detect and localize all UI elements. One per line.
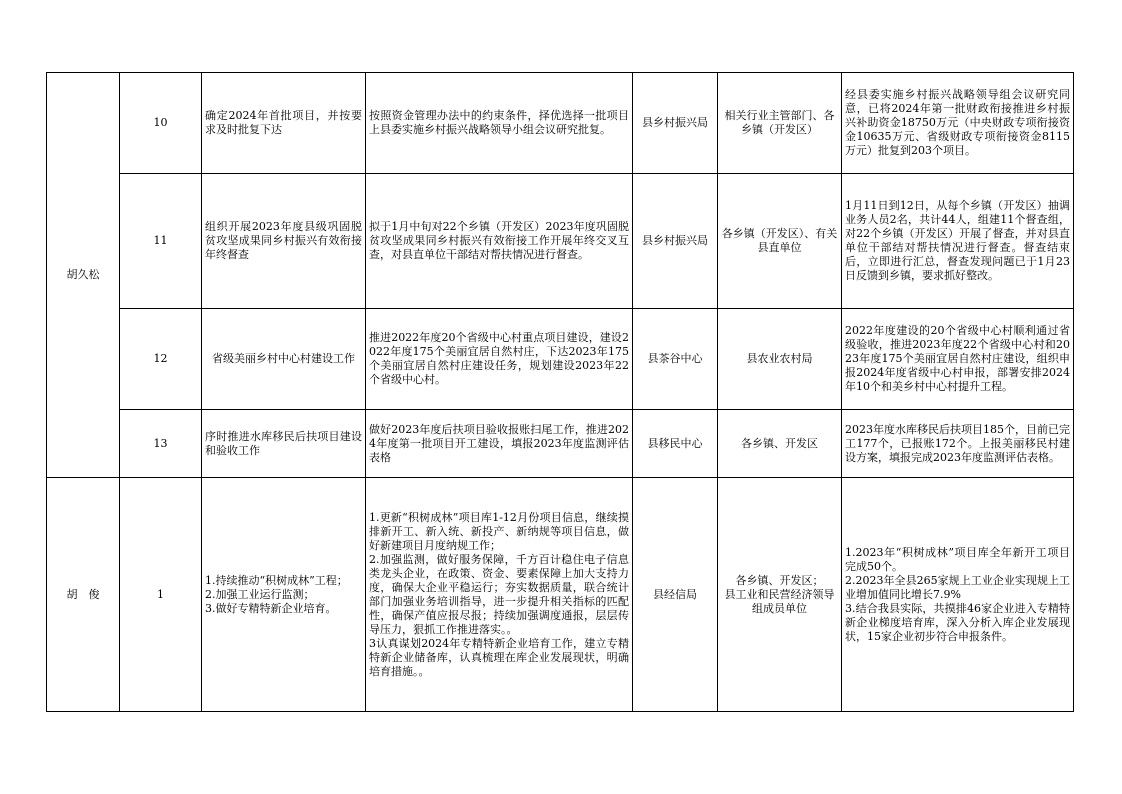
measures-cell: 1.更新“积树成林”项目库1-12月份项目信息，继续摸排新开工、新入统、新投产、新纳规等项目信息，做好新建项目月度纳规工作； 2.加强监测，做好服务保障，千方百计稳住电子信息类龙头企业，在政策、资金、要素保障上加大支持力度，确保大企业平稳运行；夯实数据质量，联合统计部门加强业务培训指导，进一步提升相关指标的匹配性，确保产值应报尽报；持续加强调度通报，层层传导压力，狠抓工作推进落实。。 3认真谋划2024年专精特新企业培育工作，建立专精特新企业储备库，认真梳理在库企业发展现状，明确培育措施。。 bbox=[366, 478, 633, 712]
cooperating-unit-cell: 各乡镇、开发区； 县工业和民营经济领导组成员单位 bbox=[718, 478, 842, 712]
table-row bbox=[47, 309, 1074, 410]
lead-unit-cell: 县经信局 bbox=[633, 478, 718, 712]
table-row bbox=[47, 174, 1074, 309]
item-number-cell: 10 bbox=[120, 73, 202, 174]
owner-cell: 胡久松 bbox=[47, 73, 120, 478]
cooperating-unit-cell: 各乡镇、开发区 bbox=[718, 410, 842, 478]
measures-cell: 推进2022年度20个省级中心村重点项目建设，建设2022年度175个美丽宜居自然村庄，下达2023年175个美丽宜居自然村庄建设任务，规划建设2023年22个省级中心村。 bbox=[366, 309, 633, 410]
task-cell: 组织开展2023年度县级巩固脱贫攻坚成果同乡村振兴有效衔接年终督查 bbox=[202, 174, 366, 309]
measures-cell: 做好2023年度后扶项目验收报账扫尾工作，推进2024年度第一批项目开工建设，填报2023年度监测评估表格 bbox=[366, 410, 633, 478]
table-row bbox=[47, 410, 1074, 478]
cooperating-unit-cell: 各乡镇（开发区）、有关县直单位 bbox=[718, 174, 842, 309]
cooperating-unit-cell: 相关行业主管部门、各乡镇（开发区） bbox=[718, 73, 842, 174]
measures-cell: 拟于1月中旬对22个乡镇（开发区）2023年度巩固脱贫攻坚成果同乡村振兴有效衔接工作开展年终交叉互查，对县直单位干部结对帮扶情况进行督查。 bbox=[366, 174, 633, 309]
lead-unit-cell: 县移民中心 bbox=[633, 410, 718, 478]
progress-cell: 1月11日到12日，从每个乡镇（开发区）抽调业务人员2名，共计44人，组建11个督查组，对22个乡镇（开发区）开展了督查，并对县直单位干部结对帮扶情况进行督查。督查结束后，立即进行汇总，督查发现问题已于1月23日反馈到乡镇，要求抓好整改。 bbox=[842, 174, 1074, 309]
measures-cell: 按照资金管理办法中的约束条件，择优选择一批项目上县委实施乡村振兴战略领导小组会议研究批复。 bbox=[366, 73, 633, 174]
task-cell: 省级美丽乡村中心村建设工作 bbox=[202, 309, 366, 410]
item-number-cell: 11 bbox=[120, 174, 202, 309]
task-cell: 1.持续推动“积树成林”工程； 2.加强工业运行监测； 3.做好专精特新企业培育。 bbox=[202, 478, 366, 712]
lead-unit-cell: 县乡村振兴局 bbox=[633, 73, 718, 174]
item-number-cell: 13 bbox=[120, 410, 202, 478]
progress-cell: 2022年度建设的20个省级中心村顺利通过省级验收，推进2023年度22个省级中心村和2023年度175个美丽宜居自然村庄建设，组织申报2024年度省级中心村申报，部署安排2024年10个和美乡村中心村提升工程。 bbox=[842, 309, 1074, 410]
cooperating-unit-cell: 县农业农村局 bbox=[718, 309, 842, 410]
lead-unit-cell: 县茶谷中心 bbox=[633, 309, 718, 410]
owner-cell: 胡 俊 bbox=[47, 478, 120, 712]
progress-cell: 2023年度水库移民后扶项目185个，目前已完工177个，已报账172个。上报美丽移民村建设方案，填报完成2023年度监测评估表格。 bbox=[842, 410, 1074, 478]
task-cell: 序时推进水库移民后扶项目建设和验收工作 bbox=[202, 410, 366, 478]
lead-unit-cell: 县乡村振兴局 bbox=[633, 174, 718, 309]
item-number-cell: 1 bbox=[120, 478, 202, 712]
table-row bbox=[47, 478, 1074, 712]
work-plan-table bbox=[46, 72, 1074, 712]
item-number-cell: 12 bbox=[120, 309, 202, 410]
progress-cell: 1.2023年“积树成林”项目库全年新开工项目完成50个。 2.2023年全县265家规上工业企业实现规上工业增加值同比增长7.9% 3.结合我县实际，共摸排46家企业进入专精特新企业梯度培育库，深入分析入库企业发展现状，15家企业初步符合申报条件。 bbox=[842, 478, 1074, 712]
table-row bbox=[47, 73, 1074, 174]
progress-cell: 经县委实施乡村振兴战略领导组会议研究同意，已将2024年第一批财政衔接推进乡村振兴补助资金18750万元（中央财政专项衔接资金10635万元、省级财政专项衔接资金8115万元）批复到203个项目。 bbox=[842, 73, 1074, 174]
task-cell: 确定2024年首批项目，并按要求及时批复下达 bbox=[202, 73, 366, 174]
